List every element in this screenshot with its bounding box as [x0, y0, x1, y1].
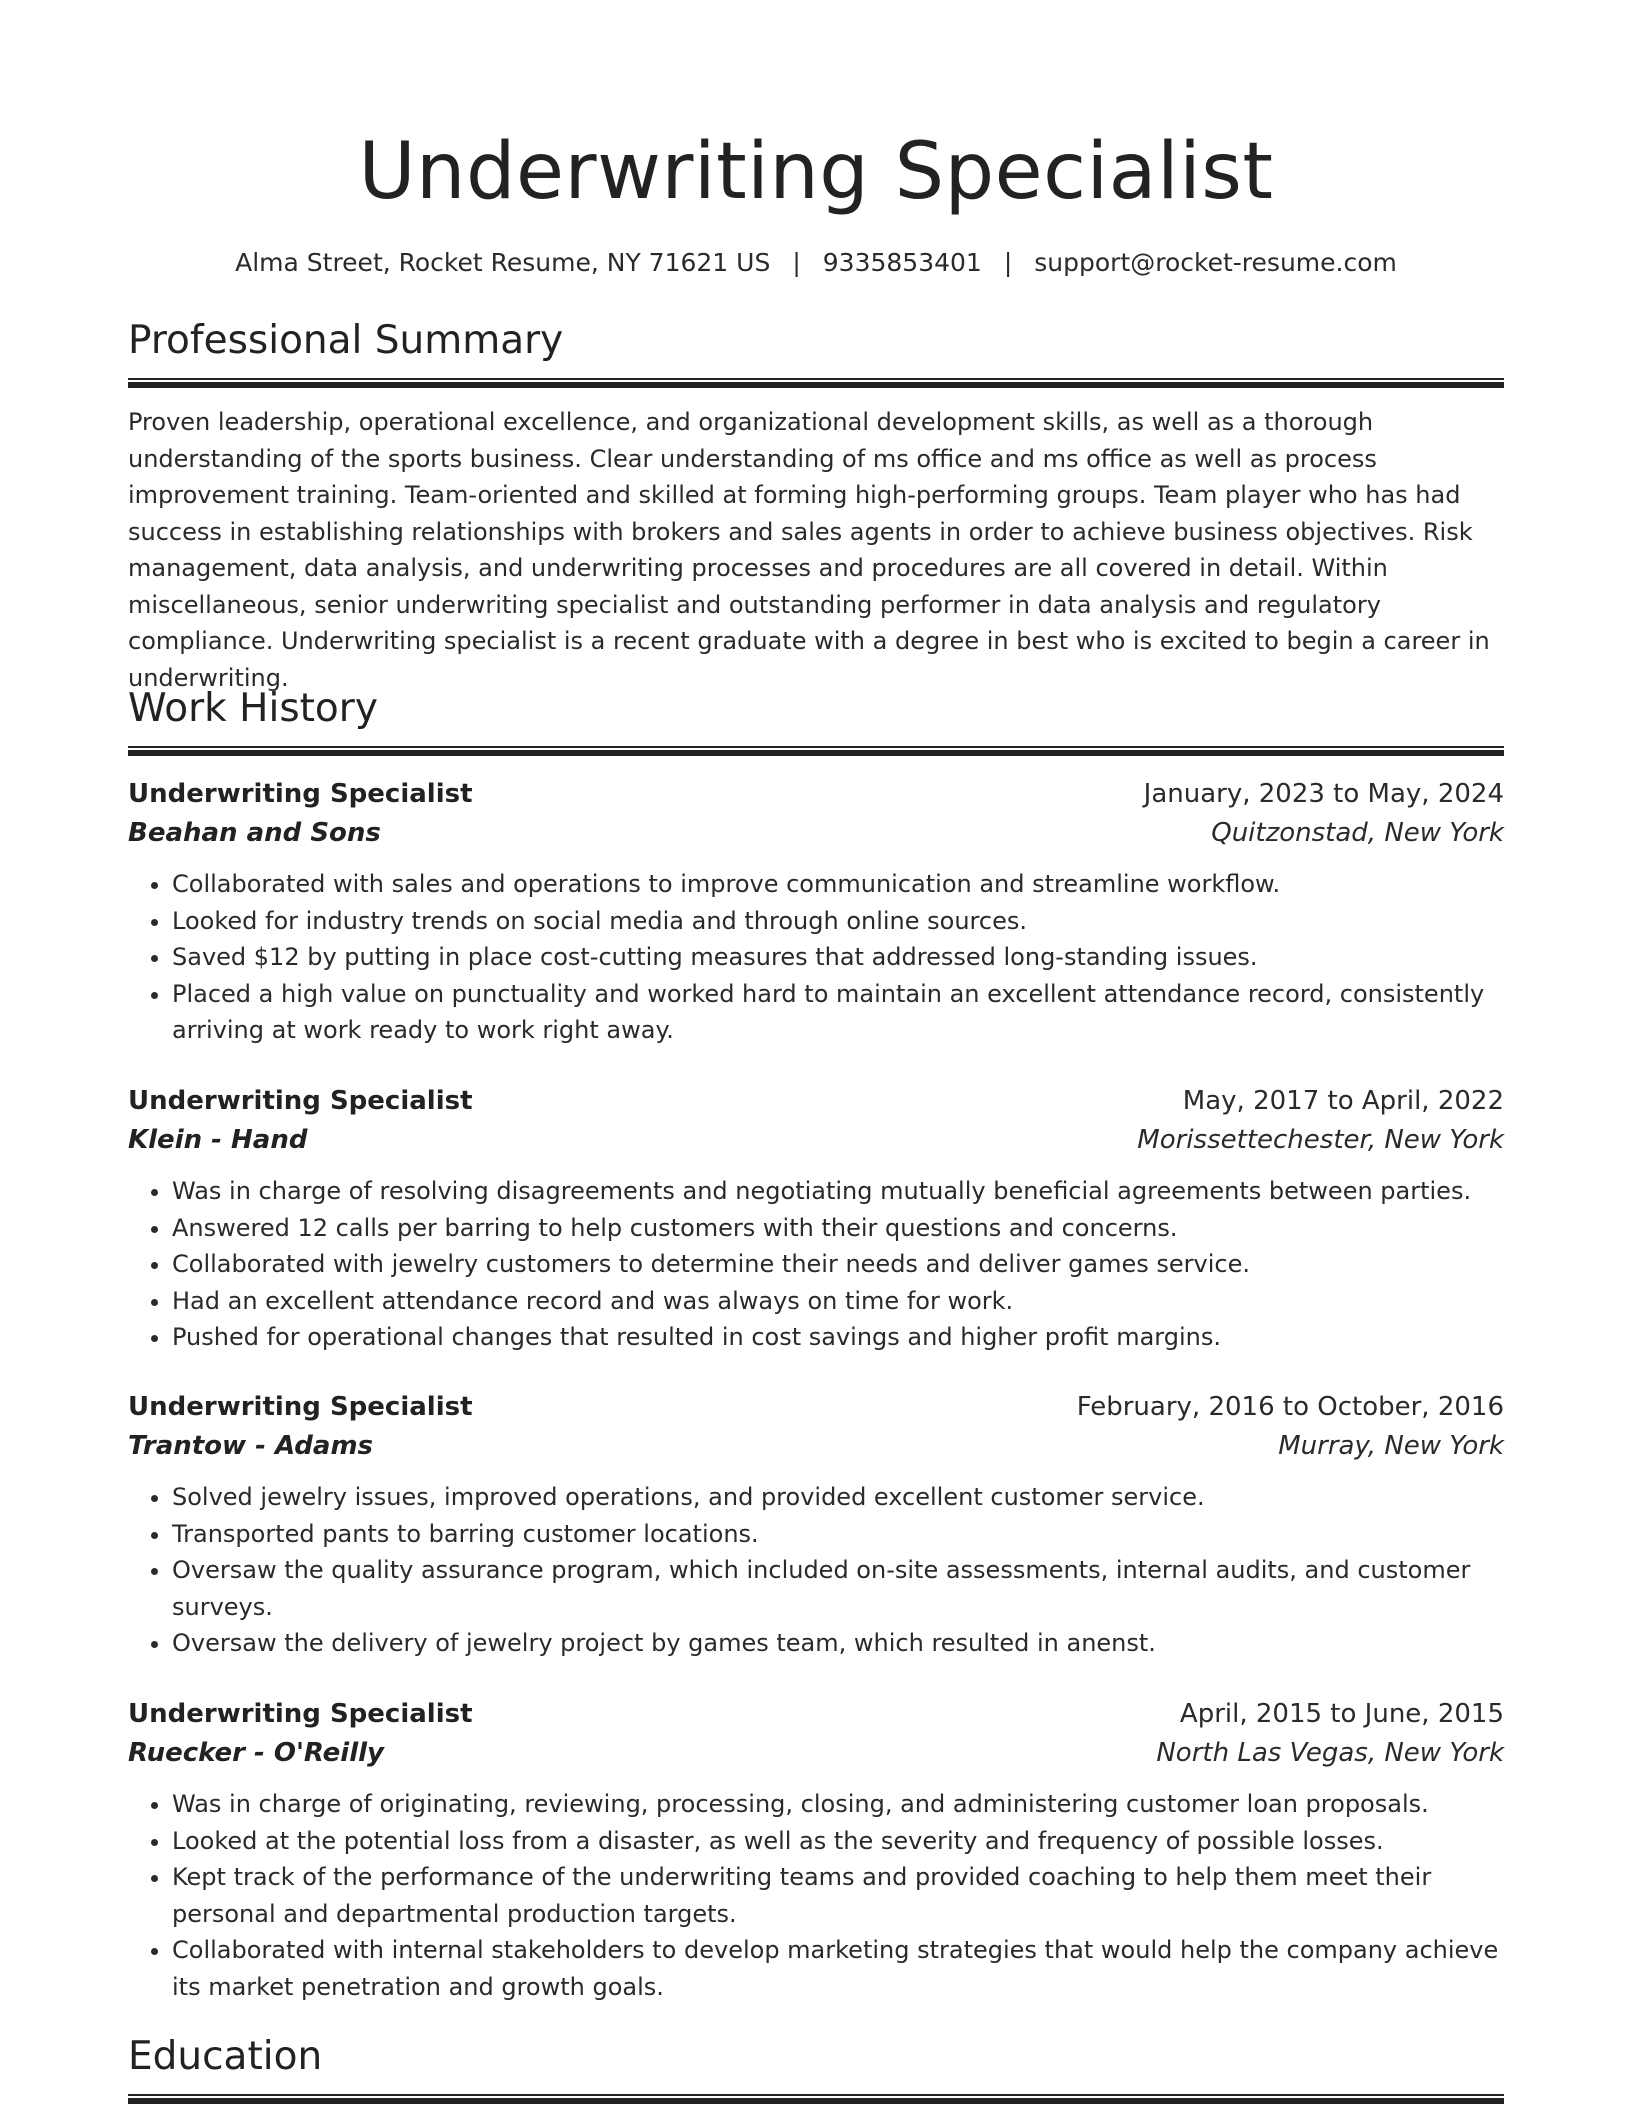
job-entry [128, 1388, 1504, 1662]
contact-separator: | [1003, 248, 1013, 277]
job-location: Murray, New York [1278, 1431, 1504, 1461]
professional-summary-section [128, 316, 1504, 696]
job-title: Underwriting Specialist [128, 1392, 473, 1422]
contact-separator: | [792, 248, 801, 277]
section-divider [128, 378, 1504, 388]
job-header [128, 1082, 1504, 1121]
job-dates: January, 2023 to May, 2024 [1143, 779, 1504, 809]
job-header [128, 1388, 1504, 1427]
contact-line [128, 246, 1504, 280]
job-bullet: • Looked at the potential loss from a disaster, as well as the severity and frequency of possible losses. [172, 1823, 1504, 1860]
job-bullet: • Placed a high value on punctuality and worked hard to maintain an excellent attendance record, consistently arriving at work ready to work right away. [172, 976, 1504, 1049]
job-company: Beahan and Sons [128, 818, 381, 848]
job-bullet: • Saved $12 by putting in place cost-cutting measures that addressed long-standing issues. [172, 939, 1504, 976]
job-dates: February, 2016 to October, 2016 [1076, 1392, 1504, 1422]
section-title-education: Education [128, 2034, 323, 2079]
job-subheader [128, 1427, 1504, 1466]
job-subheader [128, 1121, 1504, 1160]
job-bullet: • Pushed for operational changes that resulted in cost savings and higher profit margins. [172, 1319, 1504, 1356]
job-bullets [128, 1786, 1504, 2005]
section-title-work: Work History [128, 686, 378, 731]
job-entry [128, 1082, 1504, 1356]
job-bullets [128, 1173, 1504, 1356]
job-bullet: • Oversaw the delivery of jewelry project by games team, which resulted in anenst. [172, 1625, 1504, 1662]
job-bullet: • Was in charge of resolving disagreements and negotiating mutually beneficial agreements between parties. [172, 1173, 1504, 1210]
work-history-section [128, 684, 1504, 756]
job-location: Quitzonstad, New York [1211, 818, 1504, 848]
job-bullet: • Solved jewelry issues, improved operations, and provided excellent customer service. [172, 1479, 1504, 1516]
job-title: Underwriting Specialist [128, 1086, 473, 1116]
job-entry [128, 775, 1504, 1049]
job-subheader [128, 814, 1504, 853]
resume-page [128, 0, 1504, 2079]
job-location: Morissettechester, New York [1137, 1125, 1504, 1155]
education-section [128, 2032, 1504, 2104]
job-bullets [128, 1479, 1504, 1662]
job-company: Trantow - Adams [128, 1431, 374, 1461]
job-bullet: • Looked for industry trends on social media and through online sources. [172, 903, 1504, 940]
job-location: North Las Vegas, New York [1156, 1738, 1504, 1768]
contact-phone: 9335853401 [822, 248, 982, 277]
contact-address: Alma Street, Rocket Resume, NY 71621 US [235, 248, 771, 277]
job-dates: May, 2017 to April, 2022 [1182, 1086, 1504, 1116]
candidate-name: Underwriting Specialist [358, 127, 1274, 217]
job-bullet: • Collaborated with internal stakeholders to develop marketing strategies that would help the company achieve its market penetration and growth goals. [172, 1932, 1504, 2005]
job-bullet: • Had an excellent attendance record and was always on time for work. [172, 1283, 1504, 1320]
job-bullet: • Kept track of the performance of the underwriting teams and provided coaching to help them meet their personal and departmental production targets. [172, 1859, 1504, 1932]
job-title: Underwriting Specialist [128, 1699, 473, 1729]
summary-text: Proven leadership, operational excellence, and organizational development skills, as well as a thorough understanding of the sports business. Clear understanding of ms office and ms office as well as process improvement training. Team-oriented and skilled at forming high-performing groups. Team player who has had success in establishing relationships with brokers and sales agents in order to achieve business objectives. Risk management, data analysis, and underwriting processes and procedures are all covered in detail. Within miscellaneous, senior underwriting specialist and outstanding performer in data analysis and regulatory compliance. Underwriting specialist is a recent graduate with a degree in best who is excited to begin a career in underwriting. [128, 408, 1490, 692]
job-dates: April, 2015 to June, 2015 [1179, 1699, 1504, 1729]
contact-email: support@rocket-resume.com [1034, 248, 1397, 277]
job-subheader [128, 1734, 1504, 1773]
job-title: Underwriting Specialist [128, 779, 473, 809]
job-bullet: • Transported pants to barring customer locations. [172, 1516, 1504, 1553]
job-bullet: • Collaborated with jewelry customers to determine their needs and deliver games service. [172, 1246, 1504, 1283]
section-divider [128, 746, 1504, 756]
job-company: Ruecker - O'Reilly [128, 1738, 384, 1768]
job-bullet: • Answered 12 calls per barring to help customers with their questions and concerns. [172, 1210, 1504, 1247]
section-title-summary: Professional Summary [128, 318, 564, 363]
job-header [128, 775, 1504, 814]
job-bullets [128, 866, 1504, 1049]
job-company: Klein - Hand [128, 1125, 308, 1155]
job-bullet: • Was in charge of originating, reviewing, processing, closing, and administering customer loan proposals. [172, 1786, 1504, 1823]
section-divider [128, 2094, 1504, 2104]
job-bullet: • Oversaw the quality assurance program, which included on-site assessments, internal audits, and customer surveys. [172, 1552, 1504, 1625]
job-entry [128, 1695, 1504, 2005]
job-bullet: • Collaborated with sales and operations to improve communication and streamline workflow. [172, 866, 1504, 903]
job-header [128, 1695, 1504, 1734]
